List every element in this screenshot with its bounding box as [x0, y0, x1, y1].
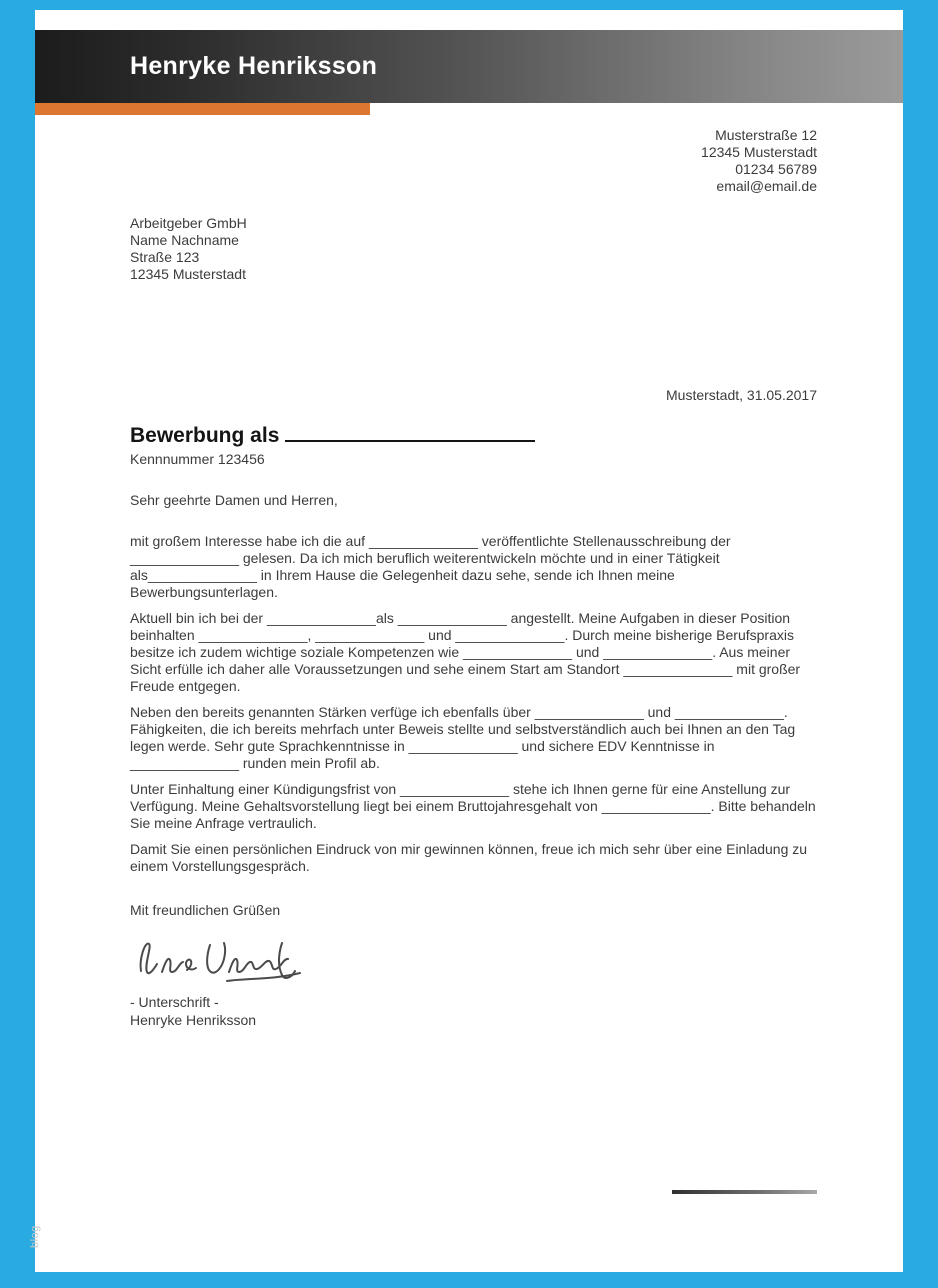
salutation: Sehr geehrte Damen und Herren,: [130, 491, 338, 508]
footer-divider: [672, 1190, 817, 1194]
subject-title-text: Bewerbung als: [130, 423, 280, 447]
sender-address-line: 12345 Musterstadt: [701, 144, 817, 160]
body-paragraph: mit großem Interesse habe ich die auf ______________ veröffentlichte Stellenausschreibung der ______________ gelesen. Da ich mich beruflich weiterentwickeln möchte und in einer Tätigkeit als______________ in Ihrem Hause die Gelegenheit dazu sehe, sende ich Ihnen meine Bewerbungsunterlagen.: [130, 532, 731, 600]
closing-line: Mit freundlichen Grüßen: [130, 901, 281, 918]
sender-address-line: email@email.de: [716, 178, 817, 194]
recipient-address-line: 12345 Musterstadt: [130, 266, 246, 282]
sender-address-block: [130, 127, 817, 195]
recipient-address-line: Straße 123: [130, 249, 200, 265]
subject-blank-line: [285, 422, 535, 442]
signature-name: Henryke Henriksson: [130, 1011, 257, 1028]
sender-address-line: Musterstraße 12: [715, 127, 817, 143]
letter-content: [35, 127, 903, 1029]
subject-title: [130, 422, 817, 448]
letter-body: [130, 533, 817, 875]
letter-date: Musterstadt, 31.05.2017: [666, 387, 817, 403]
recipient-address-block: [130, 215, 817, 283]
watermark-blog: blog: [29, 1225, 41, 1248]
body-paragraph: Neben den bereits genannten Stärken verfüge ich ebenfalls über ______________ und ______________. Fähigkeiten, die ich bereits mehrfach unter Beweis stellte und selbstverständlich auch bei Ihnen an den Tag legen werde. Sehr gute Sprachkenntnisse in ______________ und sichere EDV Kenntnisse in ______________ runden mein Profil ab.: [130, 703, 796, 771]
header-banner: [35, 30, 903, 103]
signature-caption: - Unterschrift -: [130, 993, 219, 1010]
letter-page: [29, 10, 903, 1272]
body-paragraph: Aktuell bin ich bei der ______________als ______________ angestellt. Meine Aufgaben in dieser Position beinhalten ______________, ______________ und ______________. Durch meine bisherige Berufspraxis besitze ich zudem wichtige soziale Kompetenzen wie ______________ und ______________. Aus meiner Sicht erfülle ich daher alle Voraussetzungen und sehe einem Start am Standort ______________ mit großer Freude entgegen.: [130, 609, 801, 694]
recipient-address-line: Arbeitgeber GmbH: [130, 215, 247, 231]
reference-number: Kennnummer 123456: [130, 450, 265, 467]
recipient-address-line: Name Nachname: [130, 232, 239, 248]
signature-image: [132, 931, 307, 986]
accent-bar: [35, 103, 370, 115]
body-paragraph: Damit Sie einen persönlichen Eindruck von mir gewinnen können, freue ich mich sehr über eine Einladung zu einem Vorstellungsgespräch.: [130, 840, 808, 874]
sender-address-line: 01234 56789: [735, 161, 817, 177]
header-name: Henryke Henriksson: [130, 52, 378, 80]
body-paragraph: Unter Einhaltung einer Kündigungsfrist von ______________ stehe ich Ihnen gerne für eine Anstellung zur Verfügung. Meine Gehaltsvorstellung liegt bei einem Bruttojahresgehalt von ______________. Bitte behandeln Sie meine Anfrage vertraulich.: [130, 780, 816, 831]
